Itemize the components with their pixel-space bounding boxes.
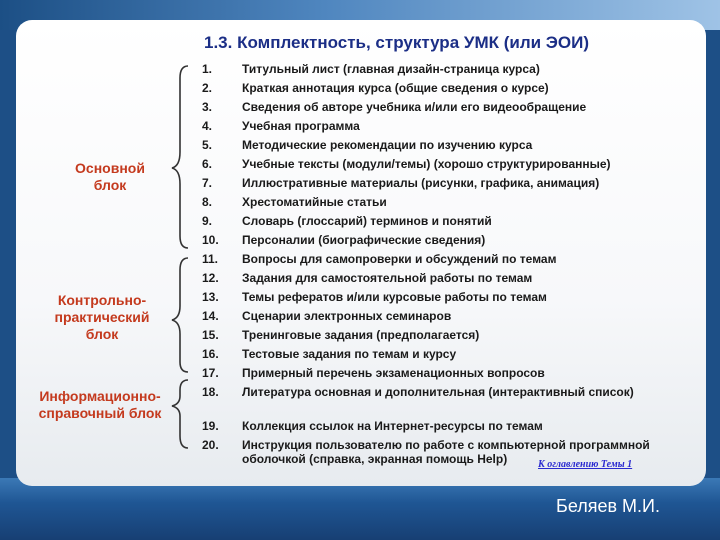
item-number: 16.	[202, 347, 219, 361]
item-number: 10.	[202, 233, 219, 247]
item-number: 3.	[202, 100, 213, 114]
brace-main-icon	[172, 66, 188, 248]
brace-info-icon	[172, 380, 188, 448]
list-item	[202, 290, 702, 304]
item-text: Литература основная и дополнительная (интерактивный список)	[242, 385, 634, 399]
block-label-main: Основной блок	[75, 160, 145, 193]
list-item	[202, 252, 702, 266]
item-number: 17.	[202, 366, 219, 380]
list-item	[202, 328, 702, 342]
item-text: Темы рефератов и/или курсовые работы по темам	[242, 290, 547, 304]
item-number: 15.	[202, 328, 219, 342]
item-text: Краткая аннотация курса (общие сведения о курсе)	[242, 81, 549, 95]
item-number: 1.	[202, 62, 213, 76]
item-text: Тестовые задания по темам и курсу	[242, 347, 457, 361]
list-item	[202, 176, 702, 190]
item-text: Сценарии электронных семинаров	[242, 309, 452, 323]
item-number: 4.	[202, 119, 213, 133]
list-item	[202, 347, 702, 361]
list-item	[202, 309, 702, 323]
list-item	[202, 366, 702, 380]
block-label-info: Информационно- справочный блок	[38, 388, 162, 421]
slide-title: 1.3. Комплектность, структура УМК (или ЭОИ)	[204, 33, 589, 52]
item-number: 9.	[202, 214, 213, 228]
item-text: Примерный перечень экзаменационных вопросов	[242, 366, 545, 380]
list-item	[202, 81, 702, 95]
item-number: 8.	[202, 195, 213, 209]
list-item	[202, 385, 702, 399]
item-text: Инструкция пользователю по работе с компьютерной программной оболочкой (справка, экранная помощь Help)	[242, 438, 650, 466]
list-item	[202, 214, 702, 228]
item-number: 5.	[202, 138, 213, 152]
item-number: 18.	[202, 385, 219, 399]
item-number: 19.	[202, 419, 219, 433]
item-text: Сведения об авторе учебника и/или его видеообращение	[242, 100, 587, 114]
brace-group	[166, 0, 196, 470]
item-text: Иллюстративные материалы (рисунки, графика, анимация)	[242, 176, 600, 190]
list-item	[202, 157, 702, 171]
item-text: Словарь (глоссарий) терминов и понятий	[242, 214, 492, 228]
list-item	[202, 62, 702, 76]
item-number: 6.	[202, 157, 213, 171]
item-number: 20.	[202, 438, 219, 452]
list-item	[202, 233, 702, 247]
item-text: Методические рекомендации по изучению курса	[242, 138, 533, 152]
item-number: 12.	[202, 271, 219, 285]
item-number: 13.	[202, 290, 219, 304]
list-item	[202, 195, 702, 209]
item-text: Учебная программа	[242, 119, 360, 133]
item-number: 7.	[202, 176, 213, 190]
item-text: Персоналии (биографические сведения)	[242, 233, 486, 247]
item-number: 14.	[202, 309, 219, 323]
back-to-contents-link[interactable]: К оглавлению Темы 1	[538, 459, 633, 470]
list-item	[202, 271, 702, 285]
list-item	[202, 419, 702, 433]
block-label-control: Контрольно- практический блок	[54, 292, 150, 342]
item-text: Учебные тексты (модули/темы) (хорошо структурированные)	[242, 157, 611, 171]
author-name: Беляев М.И.	[556, 496, 660, 516]
item-text: Задания для самостоятельной работы по темам	[242, 271, 533, 285]
item-text: Титульный лист (главная дизайн-страница курса)	[242, 62, 540, 76]
item-text: Тренинговые задания (предполагается)	[242, 328, 480, 342]
item-number: 2.	[202, 81, 213, 95]
list-item	[202, 138, 702, 152]
item-text: Хрестоматийные статьи	[242, 195, 387, 209]
list-item	[202, 119, 702, 133]
item-text: Коллекция ссылок на Интернет-ресурсы по темам	[242, 419, 543, 433]
item-number: 11.	[202, 252, 219, 266]
brace-control-icon	[172, 258, 188, 372]
item-text: Вопросы для самопроверки и обсуждений по темам	[242, 252, 557, 266]
list-item	[202, 100, 702, 114]
